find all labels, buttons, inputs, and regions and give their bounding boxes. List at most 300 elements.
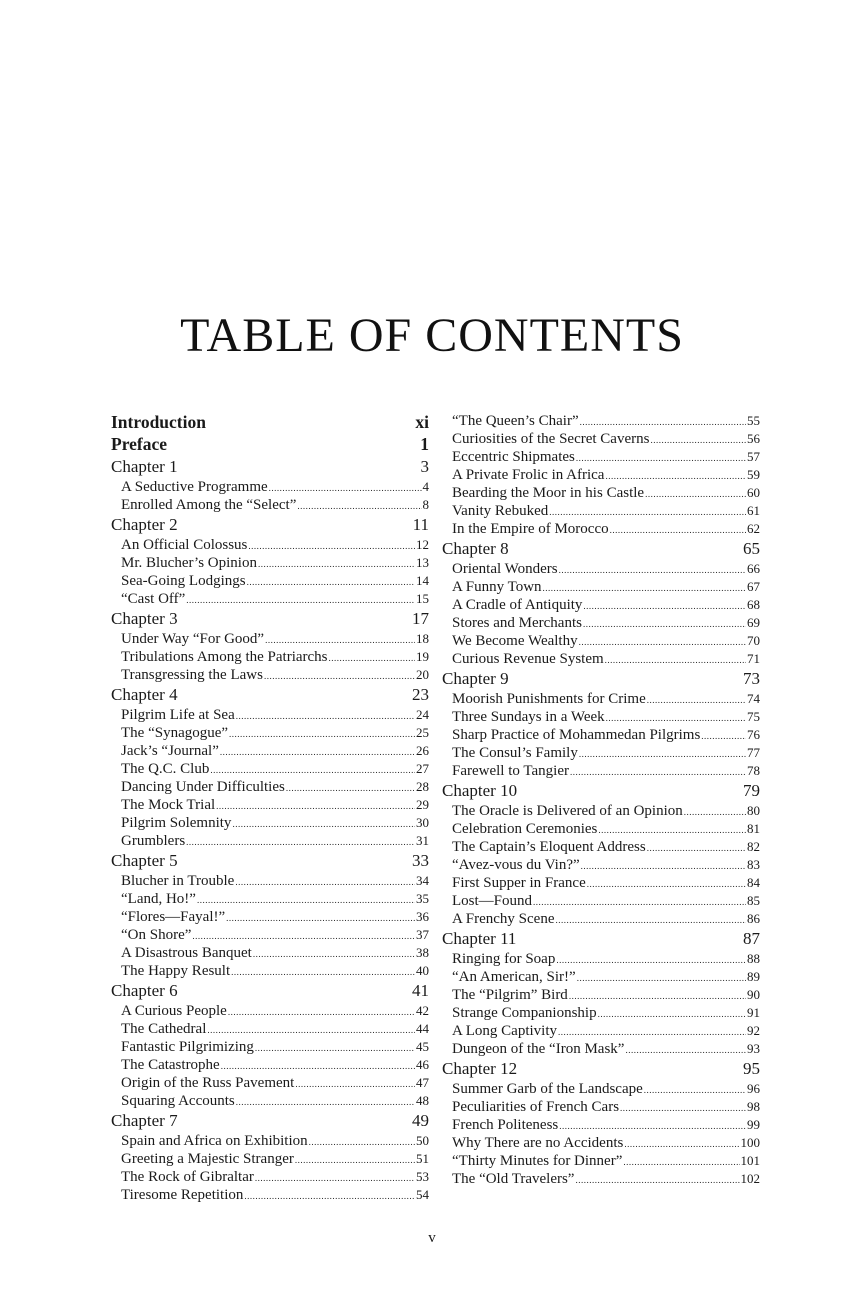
toc-section-entry [442,950,760,968]
toc-entry-title: “Avez-vous du Vin?” [452,857,580,873]
dot-leader [244,1187,415,1205]
toc-entry-title: Pilgrim Life at Sea [121,707,235,723]
toc-entry-page: 100 [740,1135,760,1150]
toc-entry-page: 82 [747,839,760,854]
dot-leader [644,1081,746,1099]
dot-leader [264,667,415,685]
dot-leader [581,857,746,875]
toc-section-entry [442,856,760,874]
toc-entry-page: 24 [416,707,429,722]
toc-entry-title: The “Pilgrim” Bird [452,987,568,1003]
dot-leader [220,743,415,761]
toc-section-entry [442,726,760,744]
toc-section-entry [111,666,429,684]
toc-entry-page: 67 [747,579,760,594]
toc-entry-title: Sharp Practice of Mohammedan Pilgrims [452,727,701,743]
toc-entry-page: 68 [747,597,760,612]
toc-section-entry [111,1168,429,1186]
toc-entry-page: 11 [412,515,429,534]
toc-section-entry [442,910,760,928]
dot-leader [605,467,746,485]
toc-heading-entry [111,980,429,1002]
toc-entry-page: 87 [743,929,760,948]
toc-entry-page: 23 [412,685,429,704]
dot-leader [297,497,421,515]
toc-section-entry [111,962,429,980]
dot-leader [606,709,746,727]
dot-leader [647,839,746,857]
toc-entry-page: 54 [416,1187,429,1202]
toc-entry-title: Chapter 12 [442,1059,518,1078]
dot-leader [684,803,746,821]
dot-leader [555,911,746,929]
toc-entry-title: Introduction [111,412,206,432]
dot-leader [625,1041,746,1059]
dot-leader [248,537,415,555]
dot-leader [543,579,746,597]
toc-heading-entry [111,850,429,872]
toc-entry-page: 20 [416,667,429,682]
toc-section-entry [111,572,429,590]
toc-entry-title: Bearding the Moor in his Castle [452,485,645,501]
toc-entry-page: 45 [416,1039,429,1054]
toc-entry-page: 8 [422,497,429,512]
dot-leader [575,1171,739,1189]
toc-section-entry [111,496,429,514]
dot-leader [253,945,415,963]
toc-entry-title: Chapter 4 [111,685,178,704]
toc-entry-page: 73 [743,669,760,688]
toc-section-entry [111,1038,429,1056]
dot-leader [549,503,746,521]
dot-leader [255,1169,415,1187]
toc-entry-title: Mr. Blucher’s Opinion [121,555,257,571]
toc-entry-title: Strange Companionship [452,1005,597,1021]
toc-entry-title: In the Empire of Morocco [452,521,609,537]
toc-entry-page: 69 [747,615,760,630]
toc-entry-title: Blucher in Trouble [121,873,235,889]
toc-entry-page: 47 [416,1075,429,1090]
toc-heading-entry [442,668,760,690]
toc-section-entry [111,1132,429,1150]
toc-section-entry [111,478,429,496]
toc-entry-page: 59 [747,467,760,482]
dot-leader [598,821,746,839]
toc-entry-page: 91 [747,1005,760,1020]
toc-entry-page: 12 [416,537,429,552]
toc-entry-title: We Become Wealthy [452,633,578,649]
toc-section-entry [111,1020,429,1038]
toc-entry-title: Squaring Accounts [121,1093,235,1109]
toc-entry-page: 25 [416,725,429,740]
toc-section-entry [111,554,429,572]
toc-entry-page: 30 [416,815,429,830]
toc-entry-title: Chapter 9 [442,669,509,688]
dot-leader [645,485,746,503]
toc-entry-title: Eccentric Shipmates [452,449,575,465]
toc-section-entry [442,986,760,1004]
toc-entry-page: 96 [747,1081,760,1096]
dot-leader [207,1021,415,1039]
toc-section-entry [442,448,760,466]
dot-leader [286,779,415,797]
toc-section-entry [442,838,760,856]
toc-entry-title: “Flores—Fayal!” [121,909,226,925]
toc-entry-page: 60 [747,485,760,500]
toc-entry-page: xi [415,412,429,432]
toc-section-entry [442,1170,760,1188]
toc-entry-title: A Private Frolic in Africa [452,467,605,483]
toc-entry-page: 34 [416,873,429,888]
toc-section-entry [442,650,760,668]
toc-entry-page: 53 [416,1169,429,1184]
toc-entry-title: Fantastic Pilgrimizing [121,1039,254,1055]
toc-entry-title: Jack’s “Journal” [121,743,219,759]
dot-leader [221,1057,415,1075]
toc-section-entry [111,908,429,926]
toc-section-entry [442,614,760,632]
dot-leader [583,615,746,633]
toc-entry-title: Vanity Rebuked [452,503,549,519]
toc-entry-title: Grumblers [121,833,186,849]
toc-entry-title: A Cradle of Antiquity [452,597,583,613]
toc-section-entry [442,802,760,820]
toc-entry-page: 18 [416,631,429,646]
dot-leader [186,591,415,609]
toc-section-entry [111,760,429,778]
toc-entry-title: The Cathedral [121,1021,207,1037]
toc-entry-title: Chapter 8 [442,539,509,558]
toc-entry-page: 19 [416,649,429,664]
toc-entry-title: Dungeon of the “Iron Mask” [452,1041,625,1057]
toc-entry-page: 14 [416,573,429,588]
toc-heading-entry [111,684,429,706]
toc-entry-title: Moorish Punishments for Crime [452,691,646,707]
toc-entry-page: 40 [416,963,429,978]
dot-leader [624,1135,739,1153]
toc-entry-title: Oriental Wonders [452,561,558,577]
toc-entry-title: Curiosities of the Secret Caverns [452,431,650,447]
toc-entry-page: 90 [747,987,760,1002]
toc-column-right [442,412,760,1188]
toc-section-entry [442,1004,760,1022]
dot-leader [610,521,746,539]
dot-leader [701,727,746,745]
toc-section-entry [442,520,760,538]
toc-entry-title: Celebration Ceremonies [452,821,598,837]
toc-section-entry [111,1186,429,1204]
toc-entry-page: 83 [747,857,760,872]
toc-entry-title: Chapter 2 [111,515,178,534]
toc-section-entry [442,968,760,986]
toc-entry-page: 13 [416,555,429,570]
toc-entry-page: 17 [412,609,429,628]
toc-entry-title: Pilgrim Solemnity [121,815,232,831]
dot-leader [210,761,415,779]
dot-leader [623,1153,739,1171]
toc-entry-page: 1 [420,434,429,454]
toc-entry-page: 28 [416,779,429,794]
dot-leader [186,833,415,851]
toc-entry-page: 31 [416,833,429,848]
toc-entry-page: 74 [747,691,760,706]
toc-entry-page: 78 [747,763,760,778]
toc-entry-title: The Mock Trial [121,797,216,813]
toc-section-entry [111,1150,429,1168]
toc-entry-title: Transgressing the Laws [121,667,263,683]
toc-section-entry [442,1040,760,1058]
toc-section-entry [111,742,429,760]
toc-section-entry [111,778,429,796]
toc-entry-title: Why There are no Accidents [452,1135,624,1151]
toc-entry-title: Ringing for Soap [452,951,556,967]
dot-leader [309,1133,415,1151]
toc-section-entry [111,1092,429,1110]
toc-entry-title: The Rock of Gibraltar [121,1169,254,1185]
dot-leader [229,725,415,743]
toc-entry-title: Chapter 6 [111,981,178,1000]
toc-entry-title: Sea-Going Lodgings [121,573,246,589]
toc-heading-entry [111,1110,429,1132]
toc-entry-title: A Seductive Programme [121,479,268,495]
toc-entry-title: Lost—Found [452,893,533,909]
toc-section-entry [111,630,429,648]
toc-entry-title: Origin of the Russ Pavement [121,1075,295,1091]
dot-leader [329,649,415,667]
toc-section-entry [111,832,429,850]
toc-entry-title: “Thirty Minutes for Dinner” [452,1153,623,1169]
toc-entry-title: The Happy Result [121,963,231,979]
toc-section-entry [442,632,760,650]
toc-heading-entry [111,514,429,536]
toc-section-entry [442,1152,760,1170]
toc-section-entry [111,814,429,832]
toc-entry-title: A Curious People [121,1003,227,1019]
toc-entry-title: “An American, Sir!” [452,969,576,985]
toc-section-entry [442,892,760,910]
dot-leader [598,1005,746,1023]
toc-entry-title: “The Queen’s Chair” [452,413,579,429]
toc-entry-page: 70 [747,633,760,648]
toc-entry-title: The “Synagogue” [121,725,229,741]
dot-leader [295,1075,415,1093]
toc-entry-page: 3 [420,457,429,476]
toc-entry-title: Chapter 1 [111,457,178,476]
toc-entry-title: The Catastrophe [121,1057,220,1073]
toc-entry-page: 79 [743,781,760,800]
toc-entry-page: 29 [416,797,429,812]
toc-entry-page: 77 [747,745,760,760]
page-title: TABLE OF CONTENTS [180,309,684,362]
toc-entry-title: French Politeness [452,1117,559,1133]
toc-section-entry [442,1022,760,1040]
dot-leader [583,597,746,615]
dot-leader [216,797,415,815]
dot-leader [559,1117,746,1135]
toc-entry-title: Greeting a Majestic Stranger [121,1151,294,1167]
toc-section-entry [111,1002,429,1020]
toc-entry-page: 80 [747,803,760,818]
toc-section-entry [442,466,760,484]
dot-leader [570,763,746,781]
toc-entry-page: 56 [747,431,760,446]
toc-entry-title: Summer Garb of the Landscape [452,1081,643,1097]
toc-section-entry [442,430,760,448]
toc-entry-title: Spain and Africa on Exhibition [121,1133,308,1149]
toc-entry-page: 26 [416,743,429,758]
toc-entry-title: Under Way “For Good” [121,631,265,647]
toc-section-entry [111,724,429,742]
toc-entry-title: First Supper in France [452,875,586,891]
dot-leader [265,631,415,649]
dot-leader [236,1093,415,1111]
dot-leader [197,891,415,909]
dot-leader [226,909,415,927]
dot-leader [295,1151,415,1169]
dot-leader [247,573,415,591]
toc-entry-page: 36 [416,909,429,924]
toc-section-entry [111,1056,429,1074]
dot-leader [232,815,415,833]
toc-entry-page: 85 [747,893,760,908]
toc-entry-title: Tribulations Among the Patriarchs [121,649,328,665]
dot-leader [587,875,746,893]
toc-entry-page: 33 [412,851,429,870]
toc-section-entry [111,706,429,724]
toc-entry-title: Tiresome Repetition [121,1187,244,1203]
toc-entry-title: The Consul’s Family [452,745,578,761]
dot-leader [235,873,415,891]
dot-leader [533,893,746,911]
toc-column-left [111,412,429,1204]
toc-section-entry [111,648,429,666]
toc-section-entry [442,578,760,596]
toc-entry-page: 15 [416,591,429,606]
toc-section-entry [442,412,760,430]
dot-leader [580,413,746,431]
toc-entry-title: An Official Colossus [121,537,248,553]
toc-entry-title: Chapter 5 [111,851,178,870]
toc-entry-page: 62 [747,521,760,536]
dot-leader [569,987,746,1005]
toc-entry-title: Dancing Under Difficulties [121,779,285,795]
toc-section-entry [442,820,760,838]
toc-entry-page: 57 [747,449,760,464]
dot-leader [255,1039,415,1057]
toc-entry-title: Preface [111,434,168,454]
dot-leader [258,555,415,573]
toc-section-entry [111,872,429,890]
toc-entry-title: A Frenchy Scene [452,911,555,927]
toc-section-entry [442,560,760,578]
toc-section-entry [111,1074,429,1092]
dot-leader [576,449,746,467]
toc-entry-title: “Cast Off” [121,591,186,607]
toc-entry-title: Farewell to Tangier [452,763,569,779]
toc-heading-entry [442,928,760,950]
toc-entry-title: “Land, Ho!” [121,891,196,907]
toc-entry-page: 37 [416,927,429,942]
toc-section-entry [442,1080,760,1098]
toc-entry-page: 86 [747,911,760,926]
toc-heading-entry [111,412,429,434]
toc-entry-page: 46 [416,1057,429,1072]
toc-entry-title: Enrolled Among the “Select” [121,497,297,513]
toc-entry-title: Peculiarities of French Cars [452,1099,620,1115]
toc-entry-page: 75 [747,709,760,724]
toc-entry-title: The Captain’s Eloquent Address [452,839,646,855]
toc-section-entry [111,926,429,944]
toc-entry-page: 93 [747,1041,760,1056]
toc-section-entry [442,744,760,762]
toc-heading-entry [442,1058,760,1080]
toc-entry-title: “On Shore” [121,927,192,943]
toc-entry-page: 65 [743,539,760,558]
dot-leader [231,963,415,981]
toc-entry-title: The “Old Travelers” [452,1171,575,1187]
toc-section-entry [111,944,429,962]
toc-entry-page: 35 [416,891,429,906]
toc-heading-entry [111,456,429,478]
toc-entry-title: Chapter 10 [442,781,518,800]
toc-section-entry [442,708,760,726]
dot-leader [650,431,746,449]
toc-heading-entry [442,538,760,560]
toc-entry-page: 71 [747,651,760,666]
toc-entry-page: 89 [747,969,760,984]
toc-heading-entry [111,434,429,456]
dot-leader [556,951,746,969]
toc-section-entry [442,1116,760,1134]
toc-entry-page: 66 [747,561,760,576]
toc-entry-page: 44 [416,1021,429,1036]
toc-section-entry [442,1098,760,1116]
dot-leader [620,1099,746,1117]
toc-entry-page: 61 [747,503,760,518]
toc-entry-title: Three Sundays in a Week [452,709,605,725]
dot-leader [605,651,746,669]
toc-section-entry [111,590,429,608]
dot-leader [192,927,415,945]
toc-entry-page: 92 [747,1023,760,1038]
toc-entry-page: 27 [416,761,429,776]
toc-entry-page: 50 [416,1133,429,1148]
dot-leader [236,707,415,725]
dot-leader [577,969,746,987]
toc-section-entry [442,874,760,892]
toc-entry-title: A Disastrous Banquet [121,945,252,961]
dot-leader [579,633,746,651]
toc-entry-page: 48 [416,1093,429,1108]
toc-section-entry [442,762,760,780]
toc-entry-title: Curious Revenue System [452,651,604,667]
toc-entry-page: 55 [747,413,760,428]
toc-heading-entry [442,780,760,802]
dot-leader [228,1003,415,1021]
toc-entry-page: 4 [422,479,429,494]
dot-leader [647,691,746,709]
toc-entry-title: The Q.C. Club [121,761,210,777]
toc-section-entry [111,536,429,554]
toc-entry-page: 95 [743,1059,760,1078]
toc-entry-page: 42 [416,1003,429,1018]
toc-entry-page: 102 [740,1171,760,1186]
toc-entry-page: 88 [747,951,760,966]
toc-section-entry [111,796,429,814]
toc-entry-page: 81 [747,821,760,836]
toc-heading-entry [111,608,429,630]
toc-entry-title: Chapter 11 [442,929,517,948]
